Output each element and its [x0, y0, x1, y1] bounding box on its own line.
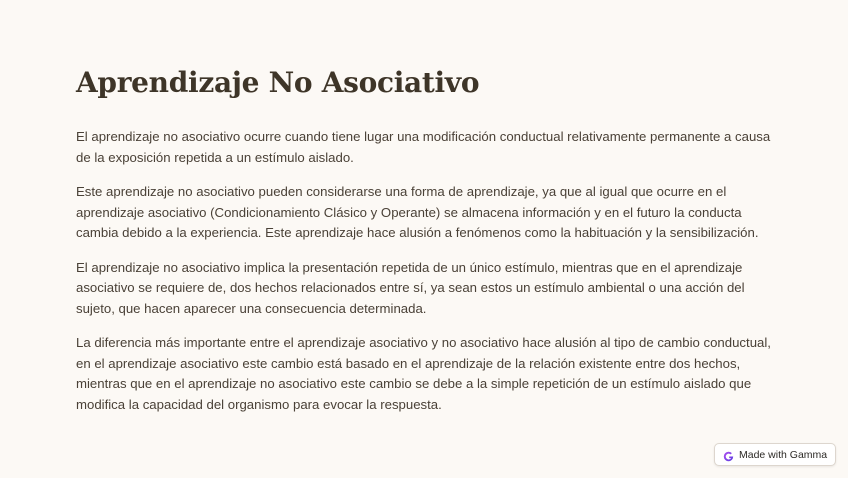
paragraph-3: El aprendizaje no asociativo implica la presentación repetida de un único estímulo, mientras que en el aprendizaje asociativo se requiere de, dos hechos relacionados entre sí, ya sean estos un estímulo ambiental o una acción del sujeto, que hacen aparecer una consecuencia determinada. [76, 259, 745, 316]
gamma-logo-icon [723, 449, 734, 460]
paragraph-1: El aprendizaje no asociativo ocurre cuando tiene lugar una modificación conductual relativamente permanente a causa de la exposición repetida a un estímulo aislado. [76, 129, 771, 165]
paragraph-4: La diferencia más importante entre el aprendizaje asociativo y no asociativo hace alusión al tipo de cambio conductual, en el aprendizaje asociativo este cambio está basado en el aprendizaje de la relación existente entre dos hechos, mientras que en el aprendizaje no asociativo este cambio se debe a la simple repetición de un estímulo aislado que modifica la capacidad del organismo para evocar la respuesta. [76, 335, 771, 412]
slide-title: Aprendizaje No Asociativo [76, 66, 480, 99]
made-with-gamma-badge[interactable] [714, 443, 836, 466]
paragraph-2: Este aprendizaje no asociativo pueden considerarse una forma de aprendizaje, ya que al igual que ocurre en el aprendizaje asociativo (Condicionamiento Clásico y Operante) se almacena información y en el futuro la conducta cambia debido a la experiencia. Este aprendizaje hace alusión a fenómenos como la habituación y la sensibilización. [76, 184, 759, 240]
slide-body [76, 127, 776, 429]
badge-label: Made with Gamma [739, 448, 828, 461]
